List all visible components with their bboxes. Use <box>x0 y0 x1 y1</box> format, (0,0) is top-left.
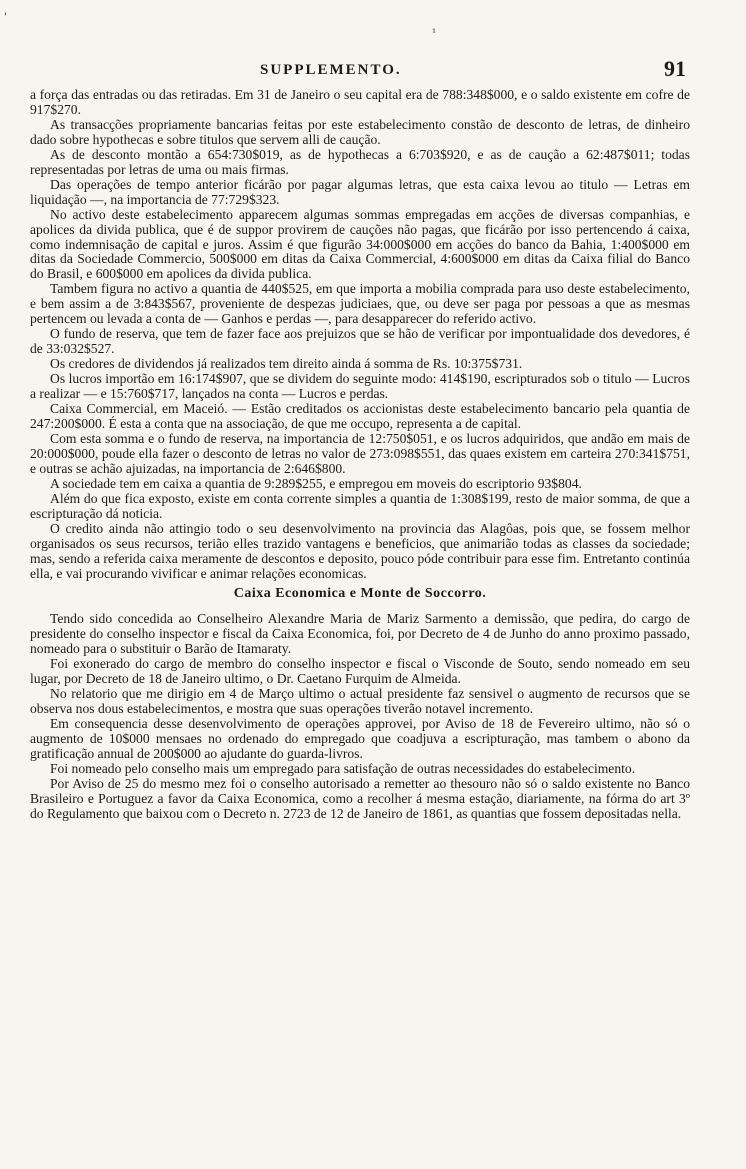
section-paragraph: Foi exonerado do cargo de membro do conselho inspector e fiscal o Visconde de Souto, sendo nomeado em seu lugar, por Decreto de 18 de Janeiro ultimo, o Dr. Caetano Furquim de Almeida. <box>30 656 690 687</box>
page-number: 91 <box>664 56 686 81</box>
page-header <box>30 56 690 88</box>
paragraph: A sociedade tem em caixa a quantia de 9:289$255, e empregou em moveis do escriptorio 93$804. <box>50 475 582 491</box>
section-paragraph: No relatorio que me dirigio em 4 de Março ultimo o actual presidente faz sensivel o augmento de recursos que se observa nos dous estabelecimentos, e mostra que suas operações tiverão notavel incremento. <box>30 686 690 717</box>
page-body <box>30 88 690 822</box>
paragraph: O fundo de reserva, que tem de fazer face aos prejuizos que se hão de verificar por impontualidade dos devedores, é de 33:032$527. <box>30 326 690 357</box>
paragraph: O credito ainda não attingio todo o seu desenvolvimento na provincia das Alagôas, pois que, se fossem melhor organisados os seus recursos, terião elles trazido vantagens e beneficios, que animarião todas as classes da sociedade; mas, sendo a referida caixa meramente de descontos e deposito, pouco póde contribuir para esse fim. Entretanto continúa ella, e vai procurando vivificar e animar relações economicas. <box>30 520 690 581</box>
paragraph: Das operações de tempo anterior ficárão por pagar algumas letras, que esta caixa levou ao titulo — Letras em liquidação —, na importancia de 77:729$323. <box>30 176 690 207</box>
paragraph: Tambem figura no activo a quantia de 440$525, em que importa a mobilia comprada para uso deste estabelecimento, e bem assim a de 3:843$567, proveniente de despezas judiciaes, que, ou deve ser paga por pessoas a que as mesmas pertencem ou levada a conta de — Ganhos e perdas —, para desapparecer do referido activo. <box>30 281 690 327</box>
paragraph: Os credores de dividendos já realizados tem direito ainda á somma de Rs. 10:375$731. <box>50 356 523 372</box>
paragraph: a força das entradas ou das retiradas. Em 31 de Janeiro o seu capital era de 788:348$000, e o saldo existente em cofre de 917$270. <box>30 87 690 117</box>
stray-mark-center: ¹ <box>432 28 437 39</box>
paragraph: Os lucros importão em 16:174$907, que se dividem do seguinte modo: 414$190, escripturados sob o titulo — Lucros a realizar — e 15:760$717, lançados na conta — Lucros e perdas. <box>30 371 690 402</box>
paragraph: Caixa Commercial, em Maceió. — Estão creditados os accionistas deste estabelecimento bancario pela quantia de 247:200$000. É esta a conta que na associação, de que me occupo, representa a de capital. <box>30 401 690 431</box>
stray-mark-left: ' <box>4 12 7 23</box>
section-paragraph: Por Aviso de 25 do mesmo mez foi o conselho autorisado a remetter ao thesouro não só o saldo existente no Banco Brasileiro e Portuguez a favor da Caixa Economica, como a recolher á mesma estação, diariamente, na fórma do art 3º do Regulamento que baixou com o Decreto n. 2723 de 12 de Janeiro de 1861, as quantias que fossem depositadas nella. <box>30 775 690 821</box>
running-title: SUPPLEMENTO. <box>260 62 402 78</box>
paragraph: Com esta somma e o fundo de reserva, na importancia de 12:750$051, e os lucros adquiridos, que andão em mais de 20:000$000, poude ella fazer o desconto de letras no valor de 273:098$551, das quaes existem em carteira 270:341$751, e outras se achão ajuizadas, na importancia de 2:646$800. <box>30 430 690 476</box>
paragraph: Além do que fica exposto, existe em conta corrente simples a quantia de 1:308$199, resto de maior somma, de que a escripturação dá noticia. <box>30 490 690 521</box>
paragraph: No activo deste estabelecimento apparecem algumas sommas empregadas em acções de diversas companhias, e apolices da divida publica, que é de suppor provirem de cauções não pagas, que ficárão por isso pertencendo á caixa, como indemnisação de capital e juros. Assim é que figurão 34:000$000 em acções do banco da Bahia, 1:400$000 em ditas da Sociedade Commercio, 500$000 em ditas da Caixa Commercial, 4:600$000 em ditas da Caixa filial do Banco do Brasil, e 600$000 em apolices da divida publica. <box>30 206 690 282</box>
section-paragraph: Tendo sido concedida ao Conselheiro Alexandre Maria de Mariz Sarmento a demissão, que pedira, do cargo de presidente do conselho inspector e fiscal da Caixa Economica, foi, por Decreto de 4 de Junho do anno proximo passado, nomeado para o substituir o Barão de Itamaraty. <box>30 611 690 657</box>
paragraph: As de desconto montão a 654:730$019, as de hypothecas a 6:703$920, e as de caução a 62:487$011; todas representadas por letras de uma ou mais firmas. <box>30 146 690 177</box>
paragraph: As transacções propriamente bancarias feitas por este estabelecimento constão de desconto de letras, de dinheiro dado sobre hypothecas e sobre titulos que servem alli de caução. <box>30 116 690 147</box>
section-heading: Caixa Economica e Monte de Soccorro. <box>233 586 487 602</box>
section-paragraph: Foi nomeado pelo conselho mais um empregado para satisfação de outras necessidades do estabelecimento. <box>50 760 636 776</box>
section-paragraph: Em consequencia desse desenvolvimento de operações approvei, por Aviso de 18 de Fevereiro ultimo, não só o augmento de 10$000 mensaes no ordenado do empregado que coadjuva a escripturação, mas tambem o abono da gratificação annual de 200$000 ao ajudante do guarda-livros. <box>30 716 690 761</box>
